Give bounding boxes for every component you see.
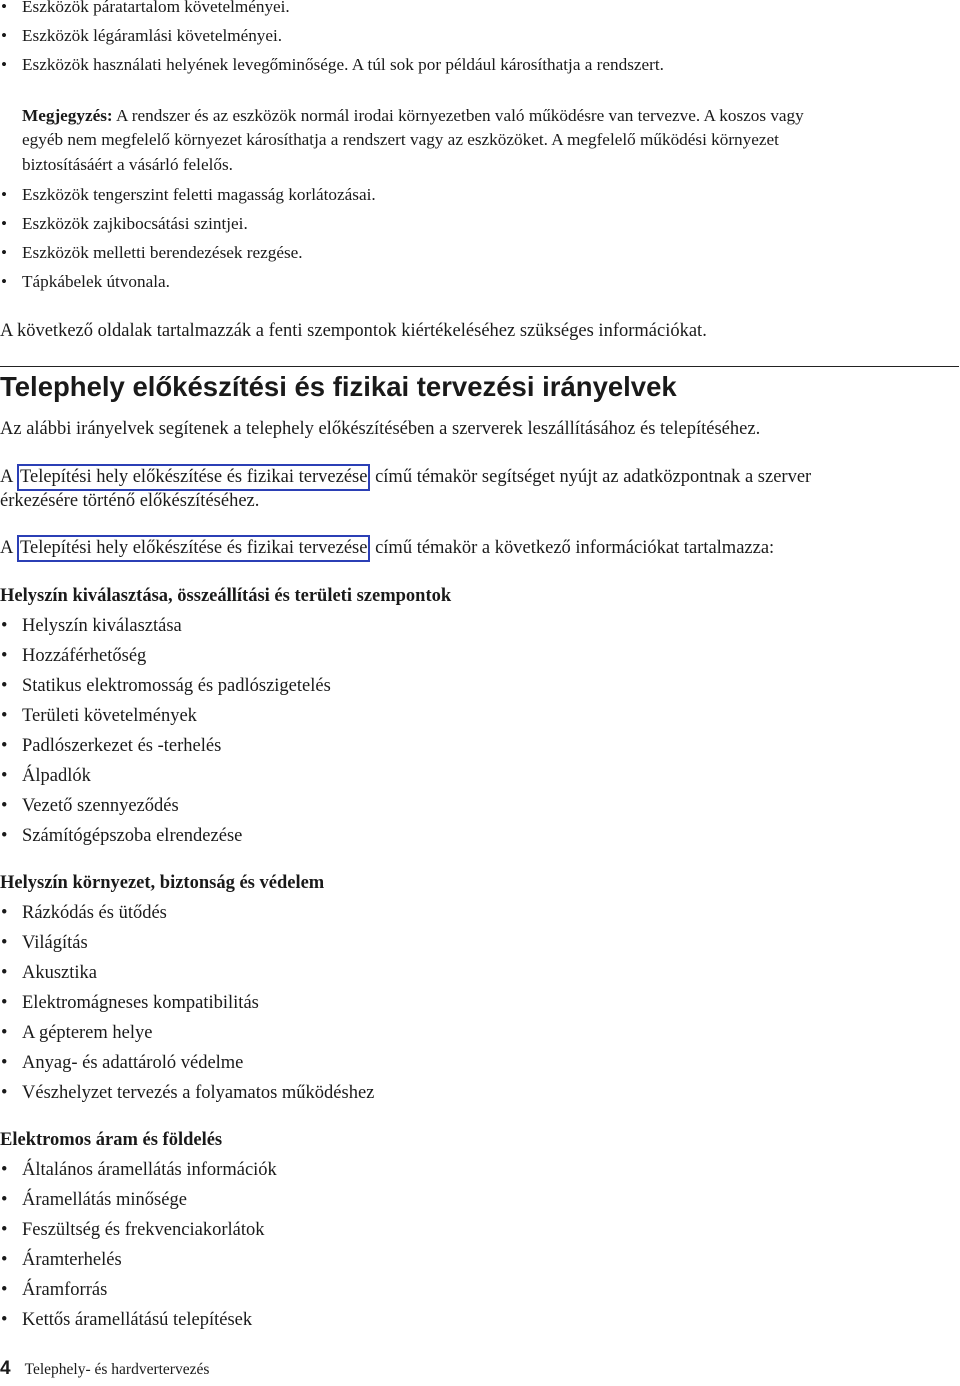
- list-item: • A gépterem helye: [0, 1018, 374, 1048]
- group-list: [0, 611, 451, 851]
- list-item: • Eszközök használati helyének levegőminősége. A túl sok por például károsíthatja a rendszert.: [0, 50, 664, 79]
- list-item: • Feszültség és frekvenciakorlátok: [0, 1215, 277, 1245]
- group-list: [0, 1155, 277, 1335]
- bullet-icon: •: [1, 1250, 8, 1270]
- paragraph-site-preparation: [0, 462, 811, 516]
- bullet-icon: •: [1, 1190, 8, 1210]
- list-item: • Eszközök tengerszint feletti magasság korlátozásai.: [0, 180, 376, 209]
- site-preparation-link-2[interactable]: Telepítési hely előkészítése és fizikai tervezése: [17, 535, 370, 562]
- bullet-icon: •: [1, 1220, 8, 1240]
- bullet-icon: •: [1, 55, 8, 74]
- bullet-icon: •: [1, 646, 8, 666]
- footer-title: Telephely- és hardvertervezés: [24, 1361, 210, 1378]
- bullet-icon: •: [1, 766, 8, 786]
- list-item: • Eszközök zajkibocsátási szintjei.: [0, 209, 376, 238]
- bullet-icon: •: [1, 1083, 8, 1103]
- bullet-icon: •: [1, 0, 8, 16]
- list-item: • Kettős áramellátású telepítések: [0, 1305, 277, 1335]
- page-footer: [0, 1358, 209, 1380]
- bullet-icon: •: [1, 796, 8, 816]
- bullet-icon: •: [1, 676, 8, 696]
- site-preparation-link[interactable]: Telepítési hely előkészítése és fizikai tervezése: [17, 464, 370, 491]
- list-item: • Eszközök páratartalom követelményei.: [0, 0, 664, 21]
- list-item: • Akusztika: [0, 958, 374, 988]
- list-item: • Világítás: [0, 928, 374, 958]
- list-item: • Eszközök melletti berendezések rezgése.: [0, 238, 376, 267]
- group-list: [0, 898, 374, 1108]
- bullet-icon: •: [1, 1310, 8, 1330]
- paragraph-line: érkezésére történő előkészítéséhez.: [0, 491, 260, 511]
- intro-paragraph: Az alábbi irányelvek segítenek a telephely előkészítésében a szerverek leszállításához és telepítéséhez.: [0, 419, 761, 439]
- bullet-icon: •: [1, 1280, 8, 1300]
- list-item: • Áramterhelés: [0, 1245, 277, 1275]
- section-title: Telephely előkészítési és fizikai tervezési irányelvek: [0, 371, 677, 402]
- list-item: • Általános áramellátás információk: [0, 1155, 277, 1185]
- note-line-3: biztosításáért a vásárló felelős.: [22, 154, 233, 174]
- bullet-icon: •: [1, 1053, 8, 1073]
- list-item: • Rázkódás és ütődés: [0, 898, 374, 928]
- list-item: • Áramforrás: [0, 1275, 277, 1305]
- list-item: • Vezető szennyeződés: [0, 791, 451, 821]
- paragraph-line: A Telepítési hely előkészítése és fizikai tervezése című témakör segítséget nyújt az adatközpontnak a szerver: [0, 462, 811, 492]
- bullet-icon: •: [1, 706, 8, 726]
- bullet-icon: •: [1, 1023, 8, 1043]
- bullet-icon: •: [1, 903, 8, 923]
- bullet-icon: •: [1, 963, 8, 983]
- paragraph-topic-contents: A Telepítési hely előkészítése és fizikai tervezése című témakör a következő információkat tartalmazza:: [0, 533, 774, 563]
- bullet-icon: •: [1, 933, 8, 953]
- following-pages-text: A következő oldalak tartalmazzák a fenti szempontok kiértékeléséhez szükséges információkat.: [0, 321, 707, 341]
- note-label: Megjegyzés:: [22, 106, 113, 125]
- list-item: • Padlószerkezet és -terhelés: [0, 731, 451, 761]
- list-item: • Helyszín kiválasztása: [0, 611, 451, 641]
- bullet-icon: •: [1, 1160, 8, 1180]
- bullet-icon: •: [1, 272, 8, 291]
- group-title: Helyszín kiválasztása, összeállítási és területi szempontok: [0, 586, 452, 606]
- list-item: • Hozzáférhetőség: [0, 641, 451, 671]
- bullet-icon: •: [1, 243, 8, 262]
- environment-requirements-list: [0, 0, 664, 79]
- note-block: [22, 104, 804, 177]
- bullet-icon: •: [1, 214, 8, 233]
- list-item: • Területi követelmények: [0, 701, 451, 731]
- bullet-icon: •: [1, 616, 8, 636]
- list-item: • Elektromágneses kompatibilitás: [0, 988, 374, 1018]
- list-item: • Áramellátás minősége: [0, 1185, 277, 1215]
- bullet-icon: •: [1, 993, 8, 1013]
- group-title: Elektromos áram és földelés: [0, 1130, 223, 1150]
- bullet-icon: •: [1, 26, 8, 45]
- bullet-icon: •: [1, 185, 8, 204]
- note-line-1: Megjegyzés: A rendszer és az eszközök normál irodai környezetben való működésre van tervezve. A koszos vagy: [22, 106, 804, 125]
- page-number: 4: [0, 1358, 11, 1379]
- note-line-2: egyéb nem megfelelő környezet károsíthatja a rendszert vagy az eszközöket. A megfelelő működési környezet: [22, 130, 779, 150]
- list-item: • Eszközök légáramlási követelményei.: [0, 21, 664, 50]
- bullet-icon: •: [1, 736, 8, 756]
- list-item: • Tápkábelek útvonala.: [0, 267, 376, 296]
- list-item: • Anyag- és adattároló védelme: [0, 1048, 374, 1078]
- group-power-grounding: [0, 1125, 277, 1335]
- bullet-icon: •: [1, 826, 8, 846]
- group-site-selection: [0, 581, 451, 851]
- list-item: • Vészhelyzet tervezés a folyamatos működéshez: [0, 1078, 374, 1108]
- equipment-constraints-list: [0, 180, 376, 296]
- group-title: Helyszín környezet, biztonság és védelem: [0, 873, 325, 893]
- list-item: • Statikus elektromosság és padlószigetelés: [0, 671, 451, 701]
- group-environment-safety: [0, 868, 374, 1108]
- list-item: • Álpadlók: [0, 761, 451, 791]
- list-item: • Számítógépszoba elrendezése: [0, 821, 451, 851]
